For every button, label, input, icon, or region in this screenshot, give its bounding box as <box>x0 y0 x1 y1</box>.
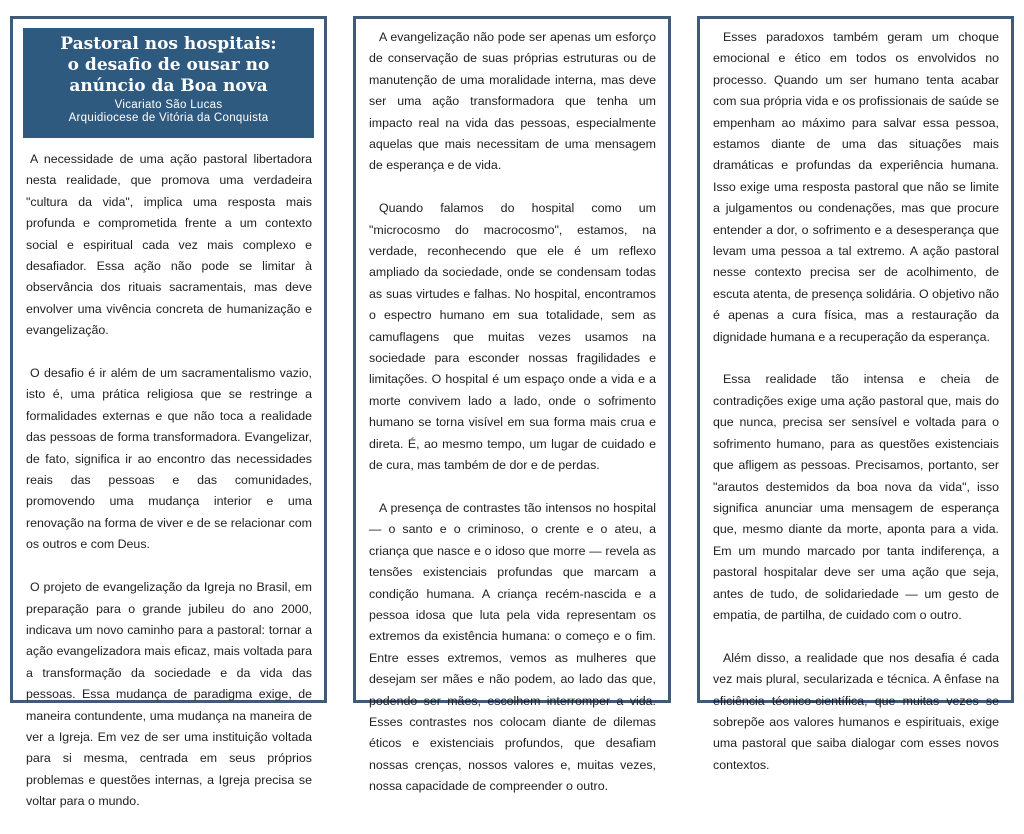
column-text <box>26 149 312 834</box>
panel-left <box>10 16 327 809</box>
paragraph: O desafio é ir além de um sacramentalismo vazio, isto é, uma prática religiosa que se restringe a formalidades externas e que não toca a realidade das pessoas de forma transformadora. Evangelizar, de fato, significa ir ao encontro das necessidades reais das pessoas e das comunidades, promovendo uma mudança interior e uma renovação na forma de viver e de se relacionar com os outros e com Deus. <box>26 366 312 552</box>
title-line: anúncio da Boa nova <box>69 76 268 96</box>
column-text <box>369 27 656 819</box>
title-line: o desafio de ousar no <box>67 55 270 75</box>
column-text <box>713 27 999 798</box>
paragraph: Além disso, a realidade que nos desafia é cada vez mais plural, secularizada e técnica. A ênfase na eficiência técnico-científica, que muitas vezes se sobrepõe aos valores humanos e espirituais, exige uma pastoral que saiba dialogar com esses novos contextos. <box>713 650 999 772</box>
paragraph: Essa realidade tão intensa e cheia de contradições exige uma ação pastoral que, mais do que nunca, precisa ser sensível e voltada para o sofrimento humano, para as questões existenciais que afligem as pessoas. Precisamos, portanto, ser "arautos destemidos da boa nova da vida", isso significa anunciar uma mensagem de esperança que, mesmo diante da morte, aponta para a vida. Em um mundo marcado por tanta indiferença, a pastoral hospitalar deve ser uma ação que seja, antes de tudo, de solidariedade — um gesto de empatia, de partilha, de cuidado com o outro. <box>713 372 999 622</box>
paragraph: A evangelização não pode ser apenas um esforço de conservação de suas próprias estruturas ou de manutenção de uma moralidade interna, mas deve ser uma ação transformadora que tenha um impacto real na vida das pessoas, especialmente aquelas que mais necessitam de uma mensagem de esperança e de vida. <box>369 30 656 173</box>
title-banner <box>23 28 314 138</box>
panel-right <box>697 16 1014 772</box>
paragraph: Quando falamos do hospital como um "microcosmo do macrocosmo", estamos, na verdade, reconhecendo que ele é um reflexo ampliado da sociedade, onde se condensam todas as suas virtudes e falhas. No hospital, encontramos o espectro humano em sua totalidade, sem as camuflagens que muitas vezes usamos na sociedade para esconder nossas fragilidades e limitações. O hospital é um espaço onde a vida e a morte convivem lado a lado, onde o sofrimento humano se torna visível em sua forma mais crua e direta. É, ao mesmo tempo, um lugar de cuidado e de cura, mas também de dor e de perdas. <box>369 201 656 473</box>
subtitle-line: Vicariato São Lucas <box>114 99 223 111</box>
title-line: Pastoral nos hospitais: <box>60 34 277 54</box>
paragraph: A presença de contrastes tão intensos no hospital — o santo e o criminoso, o crente e o ateu, a criança que nasce e o idoso que morre — revela as tensões existenciais profundas que marcam a condição humana. A criança recém-nascida e a pessoa idosa que luta pela vida representam os extremos da existência humana: o começo e o fim. Entre esses extremos, vemos as mulheres que desejam ser mães e não podem, ao lado das que, podendo ser mães, escolhem interromper a vida. Esses contrastes nos colocam diante de dilemas éticos e existenciais profundos, que desafiam nossas crenças, nossos valores e, muitas vezes, nossa capacidade de compreender o outro. <box>369 500 656 794</box>
paragraph: A necessidade de uma ação pastoral libertadora nesta realidade, que promova uma verdadeira "cultura da vida", implica uma resposta mais profunda e comprometida frente a um contexto social e espiritual cada vez mais complexo e desafiador. Essa ação não pode se limitar à observância dos rituais sacramentais, mas deve envolver uma vivência concreta de humanização e evangelização. <box>26 152 312 338</box>
paragraph: Esses paradoxos também geram um choque emocional e ético em todos os envolvidos no processo. Quando um ser humano tenta acabar com sua própria vida e os profissionais de saúde se empenham ao máximo para salvar essa pessoa, estamos diante de uma das situações mais dramáticas e profundas da experiência humana. Isso exige uma resposta pastoral que não se limite a julgamentos ou condenações, mas que procure entender a dor, o sofrimento e a desesperança que levam uma pessoa a tal extremo. A ação pastoral nesse contexto precisa ser de acolhimento, de escuta atenta, de presença solidária. O objetivo não é apenas a cura física, mas a restauração da dignidade humana e a recuperação da esperança. <box>713 30 999 344</box>
panel-middle <box>353 16 671 794</box>
subtitle-line: Arquidiocese de Vitória da Conquista <box>68 112 269 124</box>
paragraph: O projeto de evangelização da Igreja no Brasil, em preparação para o grande jubileu do ano 2000, indicava um novo caminho para a pastoral: tornar a ação evangelizadora mais eficaz, mais voltada para a transformação da sociedade e da vida das pessoas. Essa mudança de paradigma exige, de maneira contundente, uma mudança na maneira de ver a Igreja. Em vez de ser uma instituição voltada para si mesma, centrada em seus próprios problemas e questões internas, a Igreja precisa se voltar para o mundo. <box>26 580 312 809</box>
subtitle <box>23 99 314 125</box>
document-title <box>23 34 314 97</box>
